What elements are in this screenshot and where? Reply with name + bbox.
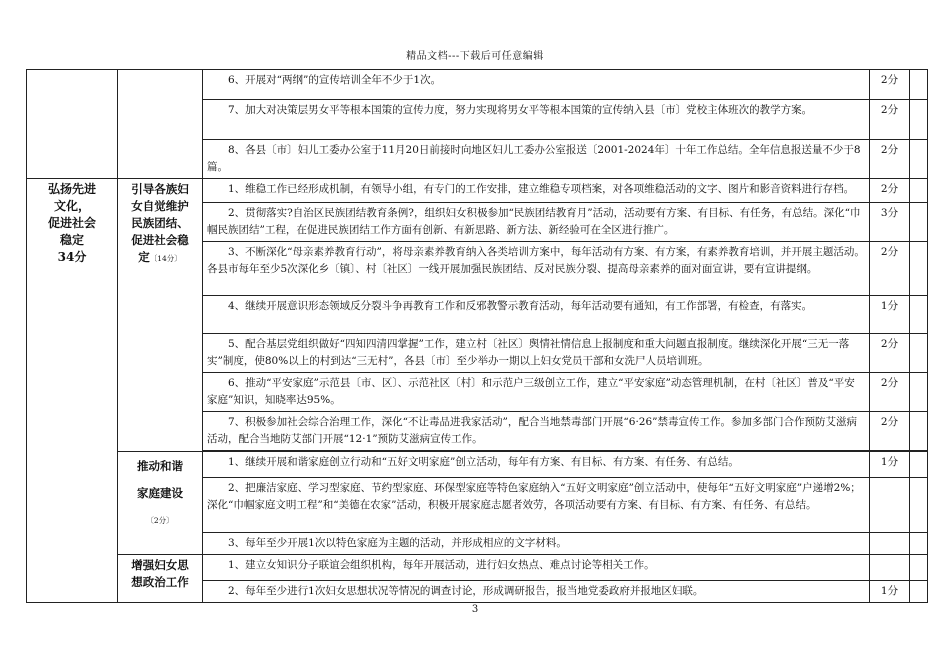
empty-cell <box>910 334 928 373</box>
item-score: 2分 <box>870 334 910 373</box>
page-header: 精品文档---下载后可任意编辑 <box>406 51 544 62</box>
table-row <box>27 179 928 203</box>
item-score: 2分 <box>870 179 910 203</box>
empty-cell <box>910 203 928 242</box>
item-text: 2、每年至少进行1次妇女思想状况等情况的调查讨论，形成调研报告，报当地党委政府并报地区妇联。 <box>203 581 870 603</box>
subcategory-unity: 引导各族妇 女自觉维护 民族团结、 促进社会稳 定〔14分〕 <box>118 179 203 452</box>
item-score <box>870 533 910 555</box>
item-text: 2、把廉洁家庭、学习型家庭、节约型家庭、环保型家庭等特色家庭纳入“五好文明家庭”创立活动中，使每年“五好文明家庭”户递增2%；深化“巾帼家庭文明工程”和“美德在农家”活动，积极开展家庭志愿者效劳，各项活动要有方案、有目标、有方案、有任务、有总结。 <box>203 478 870 533</box>
item-score: 2分 <box>870 373 910 412</box>
empty-cell <box>910 242 928 296</box>
item-text: 3、不断深化“母亲素养教育行动”，将母亲素养教育纳入各类培训方案中，每年活动有方案、有方案，有素养教育培训，并开展主题活动。各县市每年至少5次深化乡〔镇〕、村〔社区〕一线开展加强民族团结、反对民族分裂、提高母亲素养的面对面宣讲，要有宣讲提纲。 <box>203 242 870 296</box>
empty-cell <box>910 140 928 179</box>
item-score: 2分 <box>870 242 910 296</box>
subcategory-family: 推动和谐 家庭建设 〔2分〕 <box>118 452 203 555</box>
item-text: 6、推动“平安家庭”示范县〔市、区〕、示范社区〔村〕和示范户三级创立工作，建立“平安家庭”动态管理机制，在村〔社区〕普及“平安家庭”知识，知晓率达95%。 <box>203 373 870 412</box>
item-score: 1分 <box>870 581 910 603</box>
evaluation-table <box>26 69 928 603</box>
empty-cell <box>910 478 928 533</box>
item-text: 2、贯彻落实?自治区民族团结教育条例?，组织妇女积极参加“民族团结教育月”活动，活动要有方案、有目标、有任务，有总结。深化“巾帼民族团结”工程，在促进民族团结工作方面有创新、有新思路、新方法、新经验可在全区进行推广。 <box>203 203 870 242</box>
category-title: 弘扬先进 文化， 促进社会 稳定 34分 <box>27 179 118 603</box>
item-text: 5、配合基层党组织做好“四知四清四掌握”工作，建立村〔社区〕舆情社情信息上报制度和重大问题直报制度。继续深化开展“三无一落实”制度，使80%以上的村到达“三无村”，各县〔市〕至少举办一期以上妇女党员干部和女洗尸人员培训班。 <box>203 334 870 373</box>
item-score: 2分 <box>870 100 910 140</box>
item-score <box>870 555 910 581</box>
empty-category-cell <box>27 70 118 179</box>
item-text: 1、继续开展和谐家庭创立行动和“五好文明家庭”创立活动，每年有方案、有目标、有方案、有任务、有总结。 <box>203 452 870 478</box>
item-text: 3、每年至少开展1次以特色家庭为主题的活动，并形成相应的文字材料。 <box>203 533 870 555</box>
empty-cell <box>910 296 928 334</box>
item-score: 3分 <box>870 203 910 242</box>
item-text: 1、建立女知识分子联谊会组织机构，每年开展活动，进行妇女热点、难点讨论等相关工作。 <box>203 555 870 581</box>
table-row <box>27 555 928 581</box>
table-row <box>27 70 928 100</box>
item-score: 2分 <box>870 70 910 100</box>
item-score <box>870 478 910 533</box>
item-score: 1分 <box>870 296 910 334</box>
item-score: 2分 <box>870 412 910 451</box>
item-text: 7、积极参加社会综合治理工作，深化“不让毒品进我家活动”，配合当地禁毒部门开展“6·26”禁毒宣传工作。参加多部门合作预防艾滋病活动，配合当地防艾部门开展“12·1”预防艾滋病宣传工作。 <box>203 412 870 451</box>
item-text: 8、各县〔市〕妇儿工委办公室于11月20日前接时向地区妇儿工委办公室报送〔2001-2024年〕十年工作总结。全年信息报送量不少于8篇。 <box>203 140 870 179</box>
empty-cell <box>910 70 928 100</box>
empty-cell <box>910 373 928 412</box>
item-text: 6、开展对“两纲”的宣传培训全年不少于1次。 <box>203 70 870 100</box>
item-score: 1分 <box>870 452 910 478</box>
empty-subcategory-cell <box>118 70 203 179</box>
empty-cell <box>910 100 928 140</box>
empty-cell <box>910 412 928 451</box>
subcategory-thought: 增强妇女思 想政治工作 <box>118 555 203 603</box>
empty-cell <box>910 581 928 603</box>
item-text: 4、继续开展意识形态领域反分裂斗争再教育工作和反邪教警示教育活动，每年活动要有通知，有工作部署，有检查，有落实。 <box>203 296 870 334</box>
empty-cell <box>910 555 928 581</box>
empty-cell <box>910 533 928 555</box>
item-text: 1、维稳工作已经形成机制，有领导小组，有专门的工作安排，建立维稳专项档案，对各项维稳活动的文字、图片和影音资料进行存档。 <box>203 179 870 203</box>
page-number: 3 <box>471 604 479 615</box>
item-text: 7、加大对决策层男女平等根本国策的宣传力度，努力实现将男女平等根本国策的宣传纳入县〔市〕党校主体班次的教学方案。 <box>203 100 870 140</box>
empty-cell <box>910 179 928 203</box>
empty-cell <box>910 452 928 478</box>
table-row <box>27 452 928 478</box>
item-score: 2分 <box>870 140 910 179</box>
